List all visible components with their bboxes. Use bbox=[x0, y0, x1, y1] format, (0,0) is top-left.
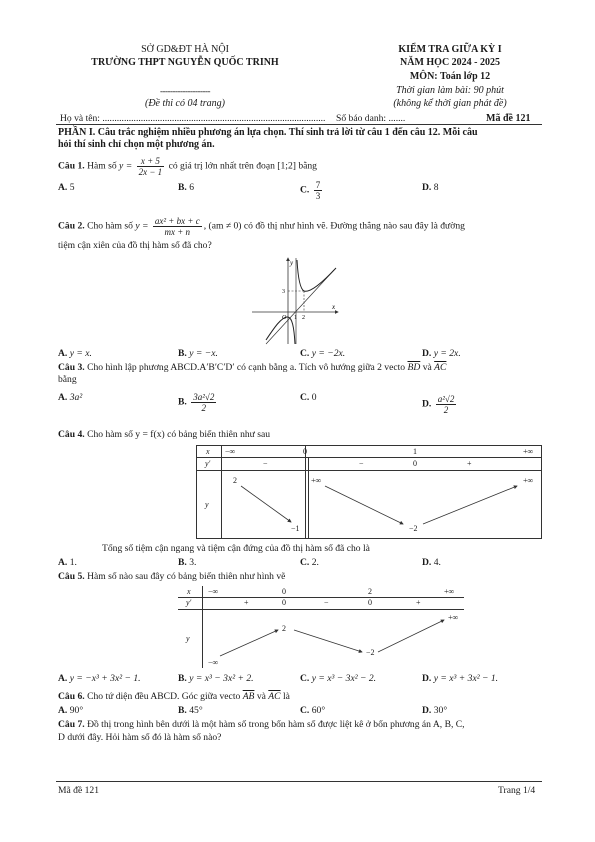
q6-label: Câu 6. bbox=[58, 691, 85, 702]
q2-graph bbox=[248, 256, 340, 346]
question-2: Câu 2. Cho hàm số y = $\frac{\text{ax² + bx + c}}{mx + n}$ , (am ≠ 0) có đồ thị như hình vẽ. Đường thẳng nào sau đây là đường bbox=[58, 216, 465, 237]
subject: MÔN: Toán lớp 12 bbox=[409, 71, 491, 82]
page-count-note: (Đề thi có 04 trang) bbox=[145, 98, 225, 109]
q6-option-c[interactable]: C. 60° bbox=[300, 705, 326, 716]
question-1: Câu 1. Hàm số y = $\frac{x + 5}{2x - 1}$ có giá trị lớn nhất trên đoạn [1;2] bằng bbox=[58, 156, 317, 177]
q4-option-c[interactable]: C. 2. bbox=[300, 557, 319, 568]
footer-page-number: Trang 1/4 bbox=[498, 785, 536, 796]
origin-label: O bbox=[282, 315, 287, 321]
q1-option-b[interactable]: B. 6 bbox=[178, 182, 195, 193]
footer-exam-code: Mã đề 121 bbox=[58, 785, 100, 796]
q4-question: Tổng số tiệm cận ngang và tiệm cận đứng của đồ thị hàm số đã cho là bbox=[102, 543, 370, 554]
exam-title: KIỂM TRA GIỮA KỲ I bbox=[398, 44, 502, 55]
student-id-field[interactable]: Số báo danh: ....... bbox=[336, 113, 406, 124]
exam-code: Mã đề 121 bbox=[486, 113, 531, 124]
q5-option-d[interactable]: D. y = x³ + 3x² − 1. bbox=[422, 673, 499, 684]
q3-option-b[interactable]: B. $\frac{\text{3a²√2}}{2}$ bbox=[178, 392, 215, 413]
header-divider bbox=[56, 124, 542, 125]
q4-variation-table: x y′ y −∞ 0 1 +∞ − − 0 + 2 −1 +∞ −2 +∞ bbox=[196, 445, 542, 539]
q2-line2: tiệm cận xiên của đồ thị hàm số đã cho? bbox=[58, 240, 212, 251]
q1-option-c[interactable]: C. $\frac{7}{3}$ bbox=[300, 180, 321, 201]
q5-option-a[interactable]: A. y = −x³ + 3x² − 1. bbox=[58, 673, 141, 684]
q5-option-b[interactable]: B. y = x³ − 3x² + 2. bbox=[178, 673, 254, 684]
header-dashes: -------------------- bbox=[160, 86, 210, 96]
exam-time-note: (không kể thời gian phát đề) bbox=[393, 98, 507, 109]
q5-variation-table: x y′ y −∞ 0 2 +∞ + 0 − 0 + −∞ 2 −2 +∞ bbox=[178, 586, 464, 668]
q5-option-c[interactable]: C. y = x³ − 3x² − 2. bbox=[300, 673, 377, 684]
x-axis-label: x bbox=[332, 303, 336, 311]
q2-option-c[interactable]: C. y = −2x. bbox=[300, 348, 346, 359]
exam-time: Thời gian làm bài: 90 phút bbox=[396, 85, 504, 96]
q3-line2: bằng bbox=[58, 374, 77, 385]
q2-label: Câu 2. bbox=[58, 220, 85, 232]
q1-option-d[interactable]: D. 8 bbox=[422, 182, 439, 193]
q1-fraction: $\frac{x + 5}{2x - 1}$ bbox=[138, 156, 163, 177]
q3-option-d[interactable]: D. $\frac{\text{a²√2}}{2}$ bbox=[422, 394, 455, 415]
tick-label-y: 3 bbox=[282, 289, 285, 295]
tick-label-1: 1 bbox=[294, 315, 297, 321]
q4-option-a[interactable]: A. 1. bbox=[58, 557, 77, 568]
q2-option-d[interactable]: D. y = 2x. bbox=[422, 348, 461, 359]
school-name: TRƯỜNG THPT NGUYỄN QUỐC TRINH bbox=[91, 57, 279, 68]
q1-label: Câu 1. bbox=[58, 160, 85, 172]
q2-option-b[interactable]: B. y = −x. bbox=[178, 348, 218, 359]
school-year: NĂM HỌC 2024 - 2025 bbox=[400, 57, 500, 68]
question-6: Câu 6. Cho tứ diện đều ABCD. Góc giữa vecto $\overline{AB}$ và $\overline{AC}$ là bbox=[58, 691, 290, 702]
student-name-field[interactable]: Họ và tên: ............................................................................................. bbox=[60, 113, 326, 124]
oblique-asymptote bbox=[266, 270, 334, 344]
q3-label: Câu 3. bbox=[58, 362, 85, 373]
tick-label-2: 2 bbox=[302, 315, 305, 321]
q6-option-a[interactable]: A. 90° bbox=[58, 705, 84, 716]
part1-title-line2: hỏi thí sinh chỉ chọn một phương án. bbox=[58, 139, 215, 150]
curve-right-branch bbox=[297, 260, 336, 291]
y-axis-label: y bbox=[290, 259, 294, 267]
q7-line2: D dưới đây. Hỏi hàm số đó là hàm số nào? bbox=[58, 732, 222, 743]
question-7: Câu 7. Đồ thị trong hình bên dưới là một hàm số trong bốn hàm số được liệt kê ở bốn phương án A, B, C, bbox=[58, 719, 465, 730]
q5-label: Câu 5. bbox=[58, 571, 85, 582]
q4-option-b[interactable]: B. 3. bbox=[178, 557, 197, 568]
question-5: Câu 5. Hàm số nào sau đây có bảng biến thiên như hình vẽ bbox=[58, 571, 286, 582]
question-3: Câu 3. Cho hình lập phương ABCD.A′B′C′D′ có cạnh bằng a. Tích vô hướng giữa 2 vecto $\overline{BD}$ và $\overline{AC}$ bbox=[58, 362, 447, 373]
q3-option-c[interactable]: C. 0 bbox=[300, 392, 317, 403]
department: SỞ GD&ĐT HÀ NỘI bbox=[141, 44, 229, 55]
q7-label: Câu 7. bbox=[58, 719, 85, 730]
curve-left-branch bbox=[266, 317, 295, 344]
q4-option-d[interactable]: D. 4. bbox=[422, 557, 441, 568]
q1-option-a[interactable]: A. 5 bbox=[58, 182, 75, 193]
q6-option-b[interactable]: B. 45° bbox=[178, 705, 203, 716]
q6-option-d[interactable]: D. 30° bbox=[422, 705, 448, 716]
q4-label: Câu 4. bbox=[58, 429, 85, 440]
part1-title: PHẦN I. Câu trắc nghiệm nhiều phương án lựa chọn. Thí sinh trả lời từ câu 1 đến câu 12. Mỗi câu bbox=[58, 127, 478, 138]
q2-option-a[interactable]: A. y = x. bbox=[58, 348, 92, 359]
footer-divider bbox=[56, 781, 542, 782]
question-4: Câu 4. Cho hàm số y = f(x) có bảng biến thiên như sau bbox=[58, 429, 271, 440]
q3-option-a[interactable]: A. 3a² bbox=[58, 392, 83, 403]
